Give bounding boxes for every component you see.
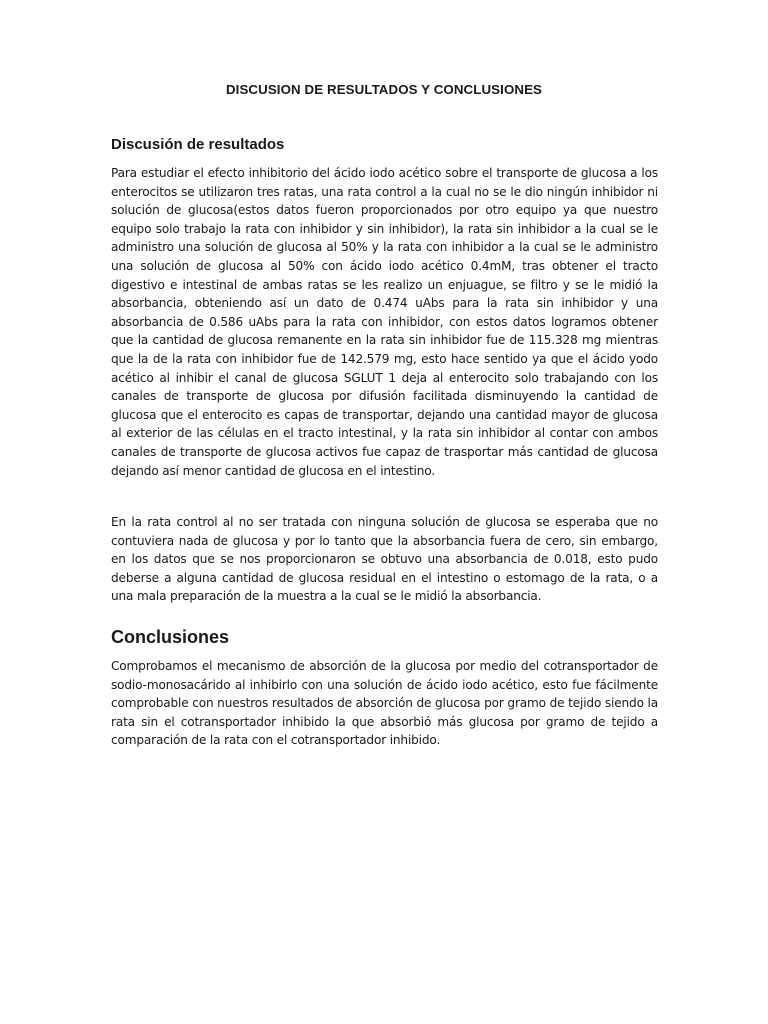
paragraph-discusion-1: Para estudiar el efecto inhibitorio del ácido iodo acético sobre el transporte de glucosa a los enterocitos se utilizaron tres ratas, una rata control a la cual no se le dio ningún inhibidor ni solución de glucosa(estos datos fueron proporcionados por otro equipo ya que nuestro equipo solo trabajo la rata con inhibidor y sin inhibidor), la rata sin inhibidor a la cual se le administro una solución de glucosa al 50% y la rata con inhibidor a la cual se le administro una solución de glucosa al 50% con ácido iodo acético 0.4mM, tras obtener el tracto digestivo e intestinal de ambas ratas se les realizo un enjuague, se filtro y se le midió la absorbancia, obteniendo así un dato de 0.474 uAbs para la rata sin inhibidor y una absorbancia de 0.586 uAbs para la rata con inhibidor, con estos datos logramos obtener que la cantidad de glucosa remanente en la rata sin inhibidor fue de 115.328 mg mientras que la de la rata con inhibidor fue de 142.579 mg, esto hace sentido ya que el ácido yodo acético al inhibir el canal de glucosa SGLUT 1 deja al enterocito solo trabajando con los canales de transporte de glucosa por difusión facilitada disminuyendo la cantidad de glucosa que el enterocito es capas de transportar, dejando una cantidad mayor de glucosa al exterior de las células en el tracto intestinal, y la rata sin inhibidor al contar con ambos canales de transporte de glucosa activos fue capaz de trasportar más cantidad de glucosa dejando así menor cantidad de glucosa en el intestino. bbox=[111, 166, 658, 478]
section-heading-discusion: Discusión de resultados bbox=[111, 136, 285, 153]
section-heading-conclusiones: Conclusiones bbox=[111, 627, 230, 647]
document-title: DISCUSION DE RESULTADOS Y CONCLUSIONES bbox=[225, 82, 543, 97]
paragraph-discusion-2: En la rata control al no ser tratada con ninguna solución de glucosa se esperaba que no contuviera nada de glucosa y por lo tanto que la absorbancia fuera de cero, sin embargo, en los datos que se nos proporcionaron se obtuvo una absorbancia de 0.018, esto pudo deberse a alguna cantidad de glucosa residual en el intestino o estomago de la rata, o a una mala preparación de la muestra a la cual se le midió la absorbancia. bbox=[111, 515, 658, 604]
paragraph-conclusiones-1: Comprobamos el mecanismo de absorción de la glucosa por medio del cotransportador de sodio-monosacárido al inhibirlo con una solución de ácido iodo acético, esto fue fácilmente comprobable con nuestros resultados de absorción de glucosa por gramo de tejido siendo la rata sin el cotransportador inhibido la que absorbió más glucosa por gramo de tejido a comparación de la rata con el cotransportador inhibido. bbox=[111, 659, 658, 748]
